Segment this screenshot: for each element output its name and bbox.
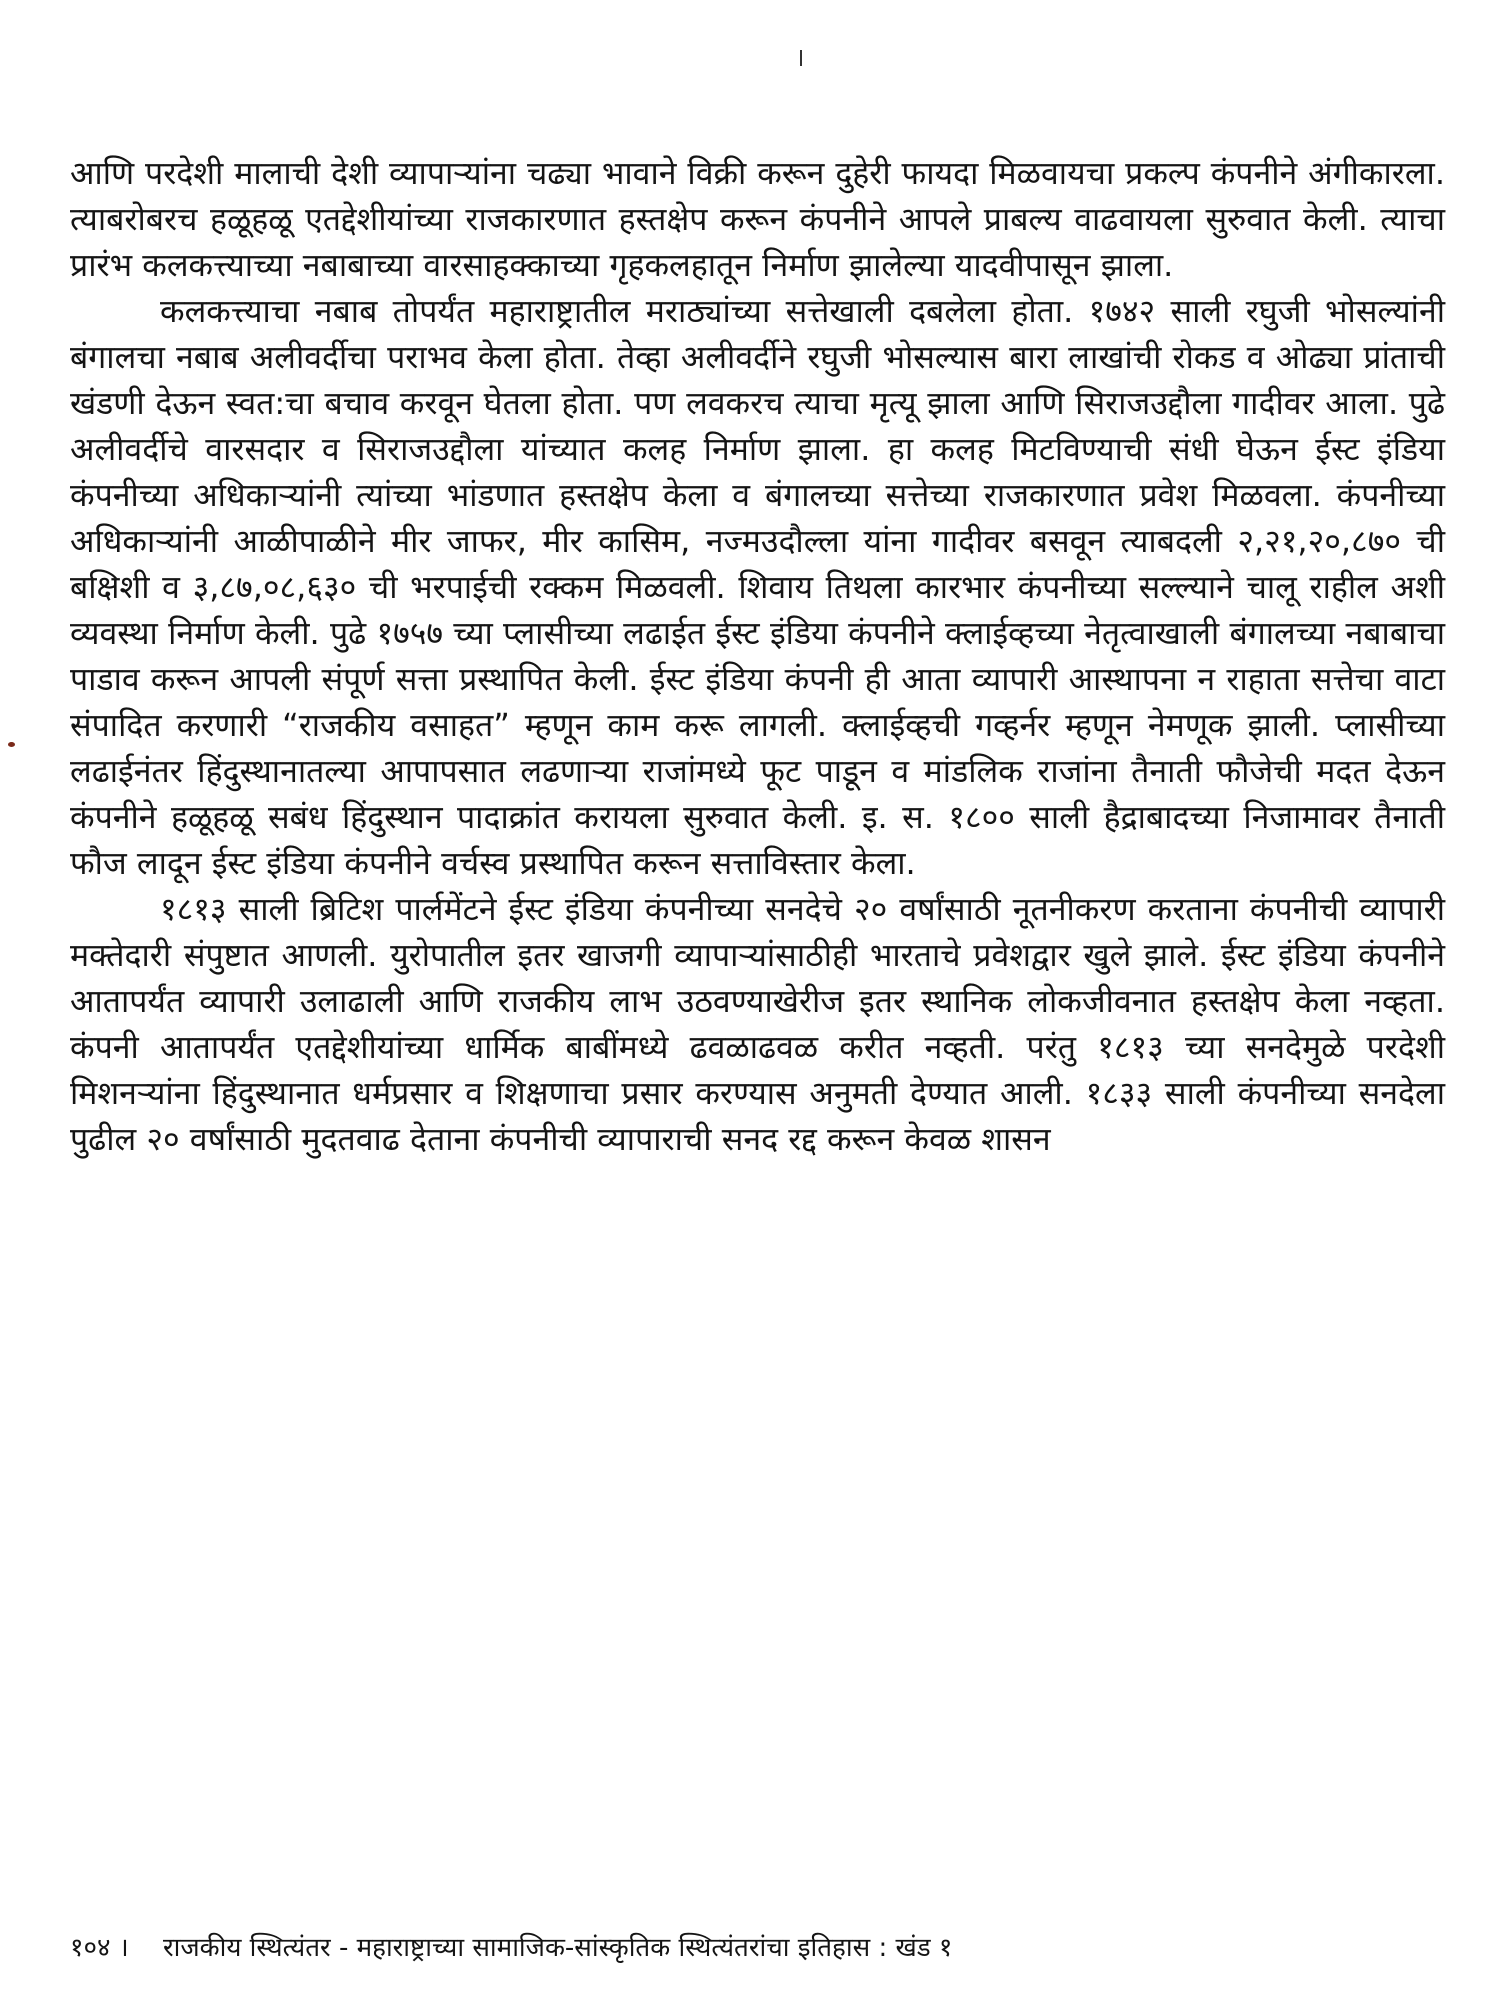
page-footer [70, 1932, 1445, 1964]
paragraph-3: १८१३ साली ब्रिटिश पार्लमेंटने ईस्ट इंडिया कंपनीच्या सनदेचे २० वर्षांसाठी नूतनीकरण करताना कंपनीची व्यापारी मक्तेदारी संपुष्टात आणली. युरोपातील इतर खाजगी व्यापाऱ्यांसाठीही भारताचे प्रवेशद्वार खुले झाले. ईस्ट इंडिया कंपनीने आतापर्यंत व्यापारी उलाढाली आणि राजकीय लाभ उठवण्याखेरीज इतर स्थानिक लोकजीवनात हस्तक्षेप केला नव्हता. कंपनी आतापर्यंत एतद्देशीयांच्या धार्मिक बाबींमध्ये ढवळाढवळ करीत नव्हती. परंतु १८१३ च्या सनदेमुळे परदेशी मिशनऱ्यांना हिंदुस्थानात धर्मप्रसार व शिक्षणाचा प्रसार करण्यास अनुमती देण्यात आली. १८३३ साली कंपनीच्या सनदेला पुढील २० वर्षांसाठी मुदतवाढ देताना कंपनीची व्यापाराची सनद रद्द करून केवळ शासन [70, 890, 1445, 1158]
scan-mark [800, 50, 802, 66]
book-title: राजकीय स्थित्यंतर - महाराष्ट्राच्या सामाजिक-सांस्कृतिक स्थित्यंतरांचा इतिहास : खंड १ [162, 1933, 953, 1963]
margin-dot [8, 742, 15, 747]
body-text [70, 150, 1445, 1162]
paragraph-1: आणि परदेशी मालाची देशी व्यापाऱ्यांना चढ्या भावाने विक्री करून दुहेरी फायदा मिळवायचा प्रकल्प कंपनीने अंगीकारला. त्याबरोबरच हळूहळू एतद्देशीयांच्या राजकारणात हस्तक्षेप करून कंपनीने आपले प्राबल्य वाढवायला सुरुवात केली. त्याचा प्रारंभ कलकत्त्याच्या नबाबाच्या वारसाहक्काच्या गृहकलहातून निर्माण झालेल्या यादवीपासून झाला. [70, 154, 1445, 284]
page-number: १०४ । [70, 1933, 129, 1963]
paragraph-2: कलकत्त्याचा नबाब तोपर्यंत महाराष्ट्रातील मराठ्यांच्या सत्तेखाली दबलेला होता. १७४२ साली रघुजी भोसल्यांनी बंगालचा नबाब अलीवर्दीचा पराभव केला होता. तेव्हा अलीवर्दीने रघुजी भोसल्यास बारा लाखांची रोकड व ओढ्या प्रांताची खंडणी देऊन स्वत:चा बचाव करवून घेतला होता. पण लवकरच त्याचा मृत्यू झाला आणि सिराजउद्दौला गादीवर आला. पुढे अलीवर्दीचे वारसदार व सिराजउद्दौला यांच्यात कलह निर्माण झाला. हा कलह मिटविण्याची संधी घेऊन ईस्ट इंडिया कंपनीच्या अधिकाऱ्यांनी त्यांच्या भांडणात हस्तक्षेप केला व बंगालच्या सत्तेच्या राजकारणात प्रवेश मिळवला. कंपनीच्या अधिकाऱ्यांनी आळीपाळीने मीर जाफर, मीर कासिम, नज्मउदौल्ला यांना गादीवर बसवून त्याबदली २,२१,२०,८७० ची बक्षिशी व ३,८७,०८,६३० ची भरपाईची रक्कम मिळवली. शिवाय तिथला कारभार कंपनीच्या सल्ल्याने चालू राहील अशी व्यवस्था निर्माण केली. पुढे १७५७ च्या प्लासीच्या लढाईत ईस्ट इंडिया कंपनीने क्लाईव्हच्या नेतृत्वाखाली बंगालच्या नबाबाचा पाडाव करून आपली संपूर्ण सत्ता प्रस्थापित केली. ईस्ट इंडिया कंपनी ही आता व्यापारी आस्थापना न राहाता सत्तेचा वाटा संपादित करणारी “राजकीय वसाहत” म्हणून काम करू लागली. क्लाईव्हची गव्हर्नर म्हणून नेमणूक झाली. प्लासीच्या लढाईनंतर हिंदुस्थानातल्या आपापसात लढणाऱ्या राजांमध्ये फूट पाडून व मांडलिक राजांना तैनाती फौजेची मदत देऊन कंपनीने हळूहळू सबंध हिंदुस्थान पादाक्रांत करायला सुरुवात केली. इ. स. १८०० साली हैद्राबादच्या निजामावर तैनाती फौज लादून ईस्ट इंडिया कंपनीने वर्चस्व प्रस्थापित करून सत्ताविस्तार केला. [70, 292, 1445, 882]
